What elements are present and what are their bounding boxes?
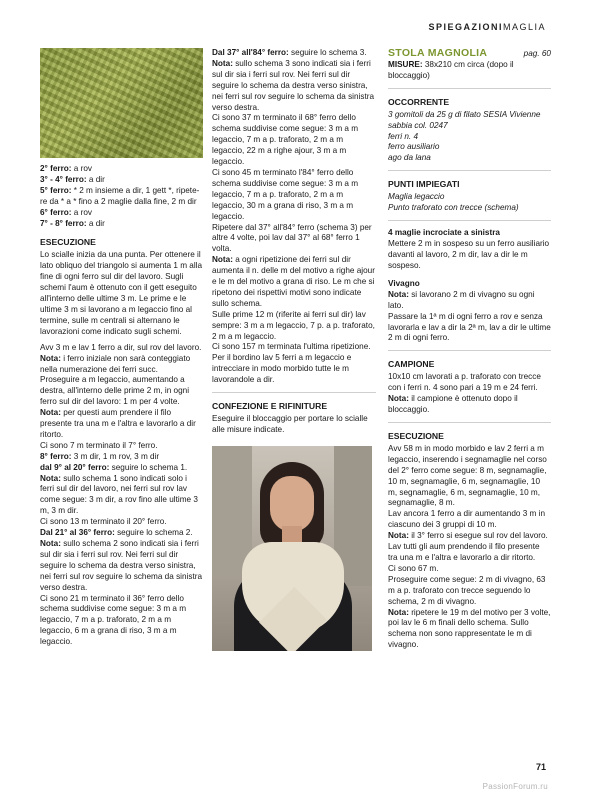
paragraph: Ci sono 157 m terminata l'ultima ripetizione. [212, 342, 371, 352]
note-label: Nota: [388, 531, 409, 541]
stitch-line: Punto traforato con trecce (schema) [388, 203, 519, 213]
row-label: 5° ferro: [40, 185, 72, 195]
note [388, 531, 551, 564]
note-text: per questi aum prendere il filo presente tra una m e l'altra e lavorarlo a dir ritorto. [40, 408, 196, 439]
occorrente-heading: OCCORRENTE [388, 96, 450, 107]
divider [388, 170, 551, 171]
row-text: 3 m dir, 1 m rov, 3 m dir [71, 451, 160, 461]
column-middle [212, 48, 376, 651]
row-text: seguire lo schema 1. [109, 462, 188, 472]
row-label: dal 9° al 20° ferro: [40, 462, 110, 472]
misure-label: MISURE: [388, 59, 423, 69]
note [388, 290, 551, 312]
paragraph: Ci sono 45 m terminato l'84° ferro dello schema suddivise come segue: 3 m a m legaccio, 7 m a p. traforato, 2 m a m legaccio, 30 m a grana di riso, 3 m a m legaccio. [212, 167, 359, 221]
rows-37-84 [212, 48, 376, 59]
paragraph: Ci sono 7 m terminato il 7° ferro. [40, 440, 158, 450]
incrociate-heading: 4 maglie incrociate a sinistra [388, 228, 500, 238]
note-text: il campione è ottenuto dopo il bloccaggio. [388, 394, 518, 415]
row-text: a rov [71, 207, 92, 217]
confezione-heading: CONFEZIONE E RIFINITURE [212, 401, 328, 412]
page-reference: pag. 60 [523, 49, 551, 58]
misure-text: 38x210 cm circa (dopo il bloccaggio) [388, 59, 514, 80]
note-label: Nota: [388, 289, 409, 299]
note [212, 255, 376, 310]
paragraph: Avv 58 m in modo morbido e lav 2 ferri a m legaccio, inserendo i segnamaglie nel corso del 2° ferro come segue: 8 m, segnamaglie, 10 m, segnamaglie, 6 m, segnamaglie, 10 m, segnamaglie, 6 m, segnamaglie, 10 m, segnamaglie, 8 m. [388, 443, 547, 508]
row-text: seguire lo schema 2. [114, 528, 193, 538]
column-right [388, 48, 551, 651]
paragraph: Ripetere dal 37° all'84° ferro (schema 3) per altre 4 volte, poi lav dal 37° al 68° ferro 1 volta. [212, 222, 372, 254]
material-line: ago da lana [388, 153, 431, 163]
material-line: ferri n. 4 [388, 131, 419, 141]
row-label: 2° ferro: [40, 164, 72, 173]
note-text: sullo schema 3 sono indicati sia i ferri sul dir sia i ferri sul rov. Nei ferri sul dir seguire lo schema da destra verso sinistra, nei ferri sul rov seguire lo schema da sinistra verso destra. [212, 58, 374, 112]
rows-9-20 [40, 463, 203, 474]
misure [388, 60, 551, 82]
note [388, 608, 551, 652]
divider [388, 350, 551, 351]
row-3-4 [40, 175, 203, 186]
knit-swatch-photo [40, 48, 203, 158]
divider [388, 88, 551, 89]
pattern-title: STOLA MAGNOLIA [388, 47, 488, 59]
divider [388, 422, 551, 423]
note-text: sullo schema 1 sono indicati solo i ferri sul dir del lavoro, nei ferri sul rov lav come segue: 3 m dir, a rov fino alle ultime 3 m, 3 m dir. [40, 473, 198, 516]
stitch-line: Maglia legaccio [388, 192, 445, 202]
esecuzione-heading: ESECUZIONE [40, 237, 96, 248]
row-text: a dir [86, 218, 105, 228]
section-header [428, 22, 546, 32]
model-photo [212, 446, 372, 651]
note [40, 539, 203, 594]
note-label: Nota: [40, 473, 61, 483]
note-label: Nota: [388, 394, 409, 404]
row-8 [40, 452, 203, 463]
row-label: 7° - 8° ferro: [40, 218, 87, 228]
paragraph: Eseguire il bloccaggio per portare lo scialle alle misure indicate. [212, 414, 368, 434]
note-text: il 3° ferro si esegue sul rov del lavoro. Lav tutti gli aum prendendo il filo presente tra una m e l'altra e lavorarlo a dir ritorto. [388, 531, 548, 562]
note [40, 354, 203, 376]
note-text: ripetere le 19 m del motivo per 3 volte, poi lav le 6 m finali dello schema. Sullo schema non sono rappresentate le m di vivagno. [388, 607, 551, 650]
paragraph: Ci sono 67 m. [388, 563, 439, 573]
row-text: a dir [86, 174, 105, 184]
paragraph: 10x10 cm lavorati a p. traforato con trecce con i ferri n. 4 sono pari a 19 m e 24 ferri. [388, 372, 541, 393]
note-label: Nota: [40, 408, 61, 418]
note [40, 474, 203, 518]
row-text: * 2 m insieme a dir, 1 gett *, ripete-re da * a * fino a 2 maglie dalla fine, 2 m dir [40, 185, 200, 206]
row-text: seguire lo schema 3. [288, 48, 367, 57]
divider [388, 220, 551, 221]
section-header-light: MAGLIA [502, 22, 546, 32]
column-left [40, 48, 203, 648]
material-line: ferro ausiliario [388, 142, 440, 152]
material-line: 3 gomitoli da 25 g di filato SESIA Vivienne sabbia col. 0247 [388, 109, 541, 130]
note-label: Nota: [388, 607, 409, 617]
note-label: Nota: [212, 58, 233, 68]
note [212, 59, 376, 114]
paragraph: Proseguire a m legaccio, aumentando a destra, all'interno delle prime 2 m, in ogni ferro sul dir del lavoro: 1 m per 4 volte. [40, 375, 190, 407]
note-text: si lavorano 2 m di vivagno su ogni lato. [388, 289, 535, 310]
row-6 [40, 208, 203, 219]
row-text: a rov [71, 164, 92, 173]
paragraph: Mettere 2 m in sospeso su un ferro ausiliario davanti al lavoro, 2 m dir, lav a dir le m sospeso. [388, 239, 550, 270]
paragraph: Lo scialle inizia da una punta. Per ottenere il lato obliquo del triangolo si aumenta 1 m alla fine di ogni ferro sul dir del lavoro. Sugli schemi l'aum è ottenuto con il gett eseguito all'interno delle ultime 3 m. Le prime e le ultime 3 m si lavorano a m legaccio fino al termine, sulle m centrali si alternano le lavorazioni come indicato sugli schemi. [40, 250, 203, 336]
paragraph: Passare la 1ª m di ogni ferro a rov e senza lavorarla e lav a dir la 2ª m, lav a dir le ultime 2 m di ogni ferro. [388, 311, 551, 343]
section-header-bold: SPIEGAZIONI [428, 22, 503, 32]
pattern-title-row [388, 48, 551, 60]
campione-heading: CAMPIONE [388, 359, 435, 370]
vivagno-heading: Vivagno [388, 278, 420, 288]
paragraph: Per il bordino lav 5 ferri a m legaccio e intrecciare in modo morbido tutte le m lavorandole a dir. [212, 353, 352, 385]
note-label: Nota: [212, 255, 233, 265]
row-label: 6° ferro: [40, 207, 72, 217]
note [388, 394, 551, 416]
row-label: Dal 37° all'84° ferro: [212, 48, 289, 57]
divider [212, 392, 376, 393]
row-label: 3° - 4° ferro: [40, 174, 87, 184]
note-label: Nota: [40, 353, 61, 363]
row-2 [40, 164, 203, 175]
paragraph: Proseguire come segue: 2 m di vivagno, 63 m a p. traforato con trecce seguendo lo schema, 2 m di vivagno. [388, 574, 546, 606]
esecuzione-heading: ESECUZIONE [388, 430, 444, 441]
note-text: i ferro iniziale non sarà conteggiato nella numerazione dei ferri succ. [40, 353, 191, 374]
paragraph: Sulle prime 12 m (riferite ai ferri sul dir) lav sempre: 3 m a m legaccio, 7 p. a p. traforato, 2 m a m legaccio. [212, 309, 375, 341]
row-5 [40, 186, 203, 208]
paragraph: Ci sono 37 m terminato il 68° ferro dello schema suddivise come segue: 3 m a m legaccio, 7 m a p. traforato, 2 m a m legaccio, 22 m a righe ajour, 3 m a m legaccio. [212, 113, 359, 167]
note [40, 408, 203, 441]
note-text: sullo schema 2 sono indicati sia i ferri sul dir sia i ferri sul rov. Nei ferri sul dir seguire lo schema da destra verso sinistra, nei ferri sul rov seguire lo schema da sinistra verso destra. [40, 539, 202, 592]
paragraph: Ci sono 21 m terminato il 36° ferro dello schema suddivise come segue: 3 m a m legaccio, 7 m a p. traforato, 2 m a m legaccio, 6 m a grana di riso, 3 m a m legaccio. [40, 593, 187, 647]
paragraph: Lav ancora 1 ferro a dir aumentando 3 m in ciascuno dei 3 gruppi di 10 m. [388, 509, 546, 530]
paragraph: Ci sono 13 m terminato il 20° ferro. [40, 517, 167, 527]
row-label: 8° ferro: [40, 451, 72, 461]
rows-21-36 [40, 528, 203, 539]
row-label: Dal 21° al 36° ferro: [40, 528, 115, 538]
page-number: 71 [535, 762, 546, 772]
paragraph: Avv 3 m e lav 1 ferro a dir, sul rov del lavoro. [40, 342, 202, 352]
watermark: PassionForum.ru [482, 782, 548, 791]
row-7-8 [40, 219, 203, 230]
note-label: Nota: [40, 539, 61, 548]
punti-heading: PUNTI IMPIEGATI [388, 179, 460, 190]
note-text: a ogni ripetizione dei ferri sul dir aumenta il n. delle m del motivo a righe ajour e le m del motivo a grana di riso. Le m che si ripetono dei rispettivi motivi sono indicate sullo schema. [212, 255, 375, 308]
